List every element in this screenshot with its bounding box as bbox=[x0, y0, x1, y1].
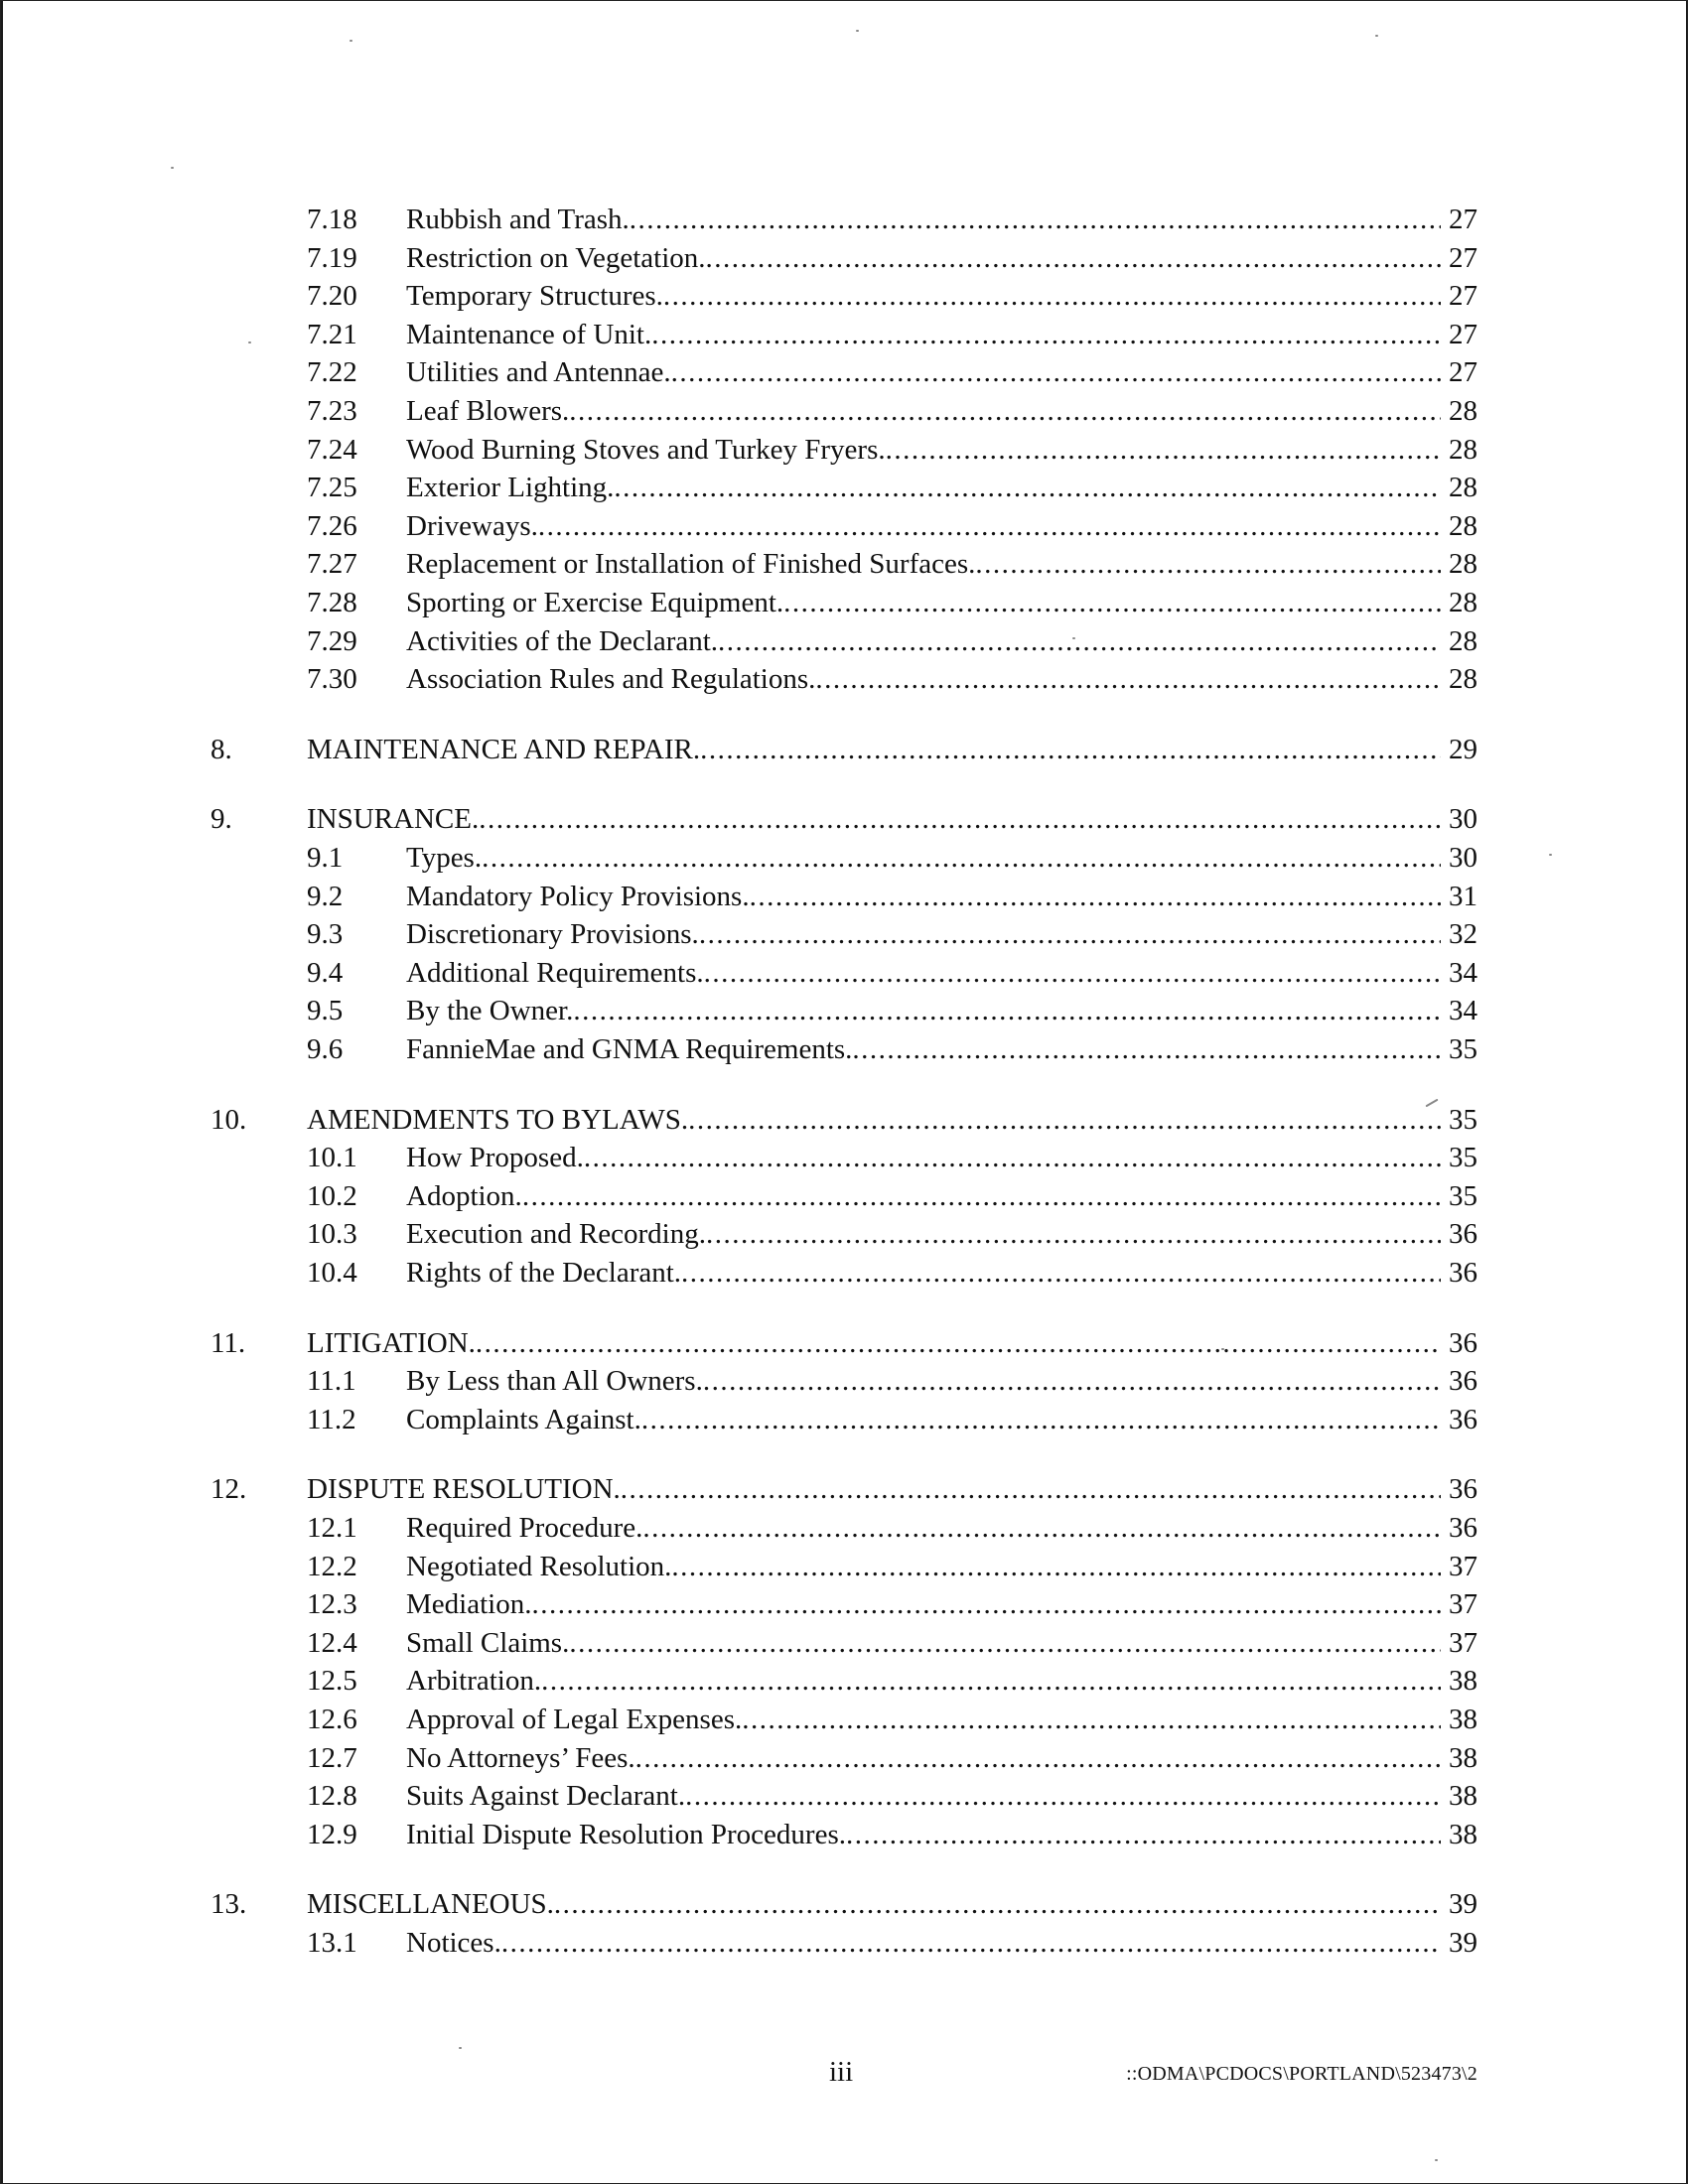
toc-entry-page-number: 37 bbox=[1449, 1627, 1477, 1659]
toc-subsection-entry bbox=[0, 992, 1688, 1029]
toc-entry-title: Arbitration. bbox=[406, 1665, 542, 1697]
dot-leader bbox=[704, 954, 1441, 992]
dot-leader bbox=[569, 392, 1441, 430]
toc-entry-title: By Less than All Owners. bbox=[406, 1365, 703, 1397]
toc-entry-number: 7.20 bbox=[307, 280, 357, 312]
toc-entry-title: No Attorneys’ Fees. bbox=[406, 1742, 635, 1774]
toc-entry-number: 9.3 bbox=[307, 918, 344, 950]
toc-entry-title-with-leader bbox=[406, 431, 1441, 469]
toc-entry-title-with-leader bbox=[406, 1139, 1441, 1176]
toc-entry-title: Suits Against Declarant. bbox=[406, 1780, 686, 1812]
dot-leader bbox=[783, 584, 1441, 621]
toc-entry-title-with-leader bbox=[406, 954, 1441, 992]
toc-section-entry bbox=[0, 800, 1688, 838]
dot-leader bbox=[573, 992, 1441, 1029]
toc-entry-number: 7.18 bbox=[307, 204, 357, 235]
toc-entry-title: Sporting or Exercise Equipment. bbox=[406, 587, 784, 618]
toc-entry-title-with-leader bbox=[406, 507, 1441, 545]
toc-subsection-entry bbox=[0, 1509, 1688, 1547]
toc-entry-number: 12.4 bbox=[307, 1627, 357, 1659]
dot-leader bbox=[742, 1701, 1441, 1738]
dot-leader bbox=[584, 1139, 1441, 1176]
toc-subsection-entry bbox=[0, 469, 1688, 506]
toc-entry-number: 12.5 bbox=[307, 1665, 357, 1697]
dot-leader bbox=[750, 878, 1441, 915]
dot-leader bbox=[852, 1030, 1441, 1068]
toc-entry-title: INSURANCE. bbox=[307, 803, 480, 835]
toc-entry-page-number: 27 bbox=[1449, 242, 1477, 274]
toc-subsection-entry bbox=[0, 392, 1688, 430]
toc-entry-page-number: 35 bbox=[1449, 1180, 1477, 1212]
toc-entry-page-number: 30 bbox=[1449, 803, 1477, 835]
toc-entry-page-number: 36 bbox=[1449, 1404, 1477, 1435]
toc-subsection-entry bbox=[0, 239, 1688, 277]
toc-entry-number: 12.6 bbox=[307, 1704, 357, 1735]
toc-subsection-entry bbox=[0, 839, 1688, 877]
dot-leader bbox=[569, 1624, 1441, 1662]
toc-entry-title-with-leader bbox=[406, 316, 1441, 353]
toc-entry-title: Exterior Lighting. bbox=[406, 472, 615, 503]
toc-subsection-entry bbox=[0, 660, 1688, 698]
toc-entry-title: Temporary Structures. bbox=[406, 280, 663, 312]
toc-entry-title-with-leader bbox=[406, 1662, 1441, 1700]
toc-entry-title-with-leader bbox=[406, 1030, 1441, 1068]
toc-subsection-entry bbox=[0, 622, 1688, 660]
toc-entry-page-number: 36 bbox=[1449, 1473, 1477, 1505]
toc-entry-page-number: 27 bbox=[1449, 356, 1477, 388]
dot-leader bbox=[706, 239, 1442, 277]
dot-leader bbox=[671, 353, 1441, 391]
toc-entry-title-with-leader bbox=[406, 1624, 1441, 1662]
toc-subsection-entry bbox=[0, 353, 1688, 391]
dot-leader bbox=[700, 731, 1441, 768]
dot-leader bbox=[651, 316, 1441, 353]
toc-entry-page-number: 27 bbox=[1449, 204, 1477, 235]
toc-entry-title: Maintenance of Unit. bbox=[406, 319, 652, 350]
toc-entry-title-with-leader bbox=[406, 1215, 1441, 1253]
dot-leader bbox=[718, 622, 1441, 660]
toc-entry-number: 13.1 bbox=[307, 1927, 357, 1959]
toc-entry-title: Notices. bbox=[406, 1927, 501, 1959]
toc-entry-number: 10. bbox=[211, 1104, 247, 1136]
toc-entry-title-with-leader bbox=[406, 1701, 1441, 1738]
toc-entry-number: 13. bbox=[211, 1888, 247, 1920]
dot-leader bbox=[681, 1254, 1441, 1292]
toc-entry-number: 12.3 bbox=[307, 1588, 357, 1620]
toc-entry-page-number: 32 bbox=[1449, 918, 1477, 950]
toc-entry-title-with-leader bbox=[307, 1324, 1441, 1362]
toc-entry-title-with-leader bbox=[307, 1885, 1441, 1923]
toc-entry-title: Adoption. bbox=[406, 1180, 522, 1212]
toc-entry-page-number: 28 bbox=[1449, 548, 1477, 580]
dot-leader bbox=[699, 915, 1441, 953]
toc-subsection-entry bbox=[0, 1624, 1688, 1662]
toc-entry-page-number: 28 bbox=[1449, 663, 1477, 695]
document-path: ::ODMA\PCDOCS\PORTLAND\523473\2 bbox=[1126, 2063, 1477, 2085]
toc-entry-title: MISCELLANEOUS. bbox=[307, 1888, 554, 1920]
toc-entry-number: 7.26 bbox=[307, 510, 357, 542]
toc-entry-number: 7.21 bbox=[307, 319, 357, 350]
dot-leader bbox=[663, 277, 1441, 315]
toc-entry-title: Rights of the Declarant. bbox=[406, 1257, 682, 1289]
toc-entry-title-with-leader bbox=[406, 1548, 1441, 1585]
toc-entry-page-number: 38 bbox=[1449, 1704, 1477, 1735]
dot-leader bbox=[531, 1585, 1441, 1623]
toc-entry-title: Discretionary Provisions. bbox=[406, 918, 699, 950]
toc-entry-title: Replacement or Installation of Finished Surfaces. bbox=[406, 548, 976, 580]
toc-entry-number: 12. bbox=[211, 1473, 247, 1505]
toc-entry-title-with-leader bbox=[406, 201, 1441, 238]
toc-entry-page-number: 38 bbox=[1449, 1665, 1477, 1697]
dot-leader bbox=[671, 1548, 1441, 1585]
toc-entry-title: Execution and Recording. bbox=[406, 1218, 706, 1250]
toc-entry-number: 10.4 bbox=[307, 1257, 357, 1289]
toc-subsection-entry bbox=[0, 1701, 1688, 1738]
toc-entry-title-with-leader bbox=[406, 239, 1441, 277]
toc-section-entry bbox=[0, 1101, 1688, 1139]
page-number: iii bbox=[829, 2056, 854, 2088]
toc-entry-title-with-leader bbox=[406, 1777, 1441, 1815]
dot-leader bbox=[703, 1362, 1441, 1400]
toc-entry-number: 9.2 bbox=[307, 881, 344, 912]
toc-subsection-entry bbox=[0, 1254, 1688, 1292]
toc-entry-page-number: 38 bbox=[1449, 1780, 1477, 1812]
toc-entry-title-with-leader bbox=[307, 1101, 1441, 1139]
toc-entry-title: DISPUTE RESOLUTION. bbox=[307, 1473, 621, 1505]
dot-leader bbox=[975, 545, 1441, 583]
toc-subsection-entry bbox=[0, 878, 1688, 915]
toc-entry-number: 12.8 bbox=[307, 1780, 357, 1812]
toc-entry-page-number: 34 bbox=[1449, 957, 1477, 989]
toc-entry-number: 9.1 bbox=[307, 842, 344, 874]
toc-subsection-entry bbox=[0, 1362, 1688, 1400]
toc-entry-number: 11. bbox=[211, 1327, 246, 1359]
dot-leader bbox=[641, 1401, 1441, 1438]
dot-leader bbox=[482, 839, 1441, 877]
toc-entry-page-number: 28 bbox=[1449, 434, 1477, 466]
toc-entry-title: Association Rules and Regulations. bbox=[406, 663, 816, 695]
toc-entry-title-with-leader bbox=[406, 545, 1441, 583]
toc-subsection-entry bbox=[0, 507, 1688, 545]
toc-entry-title: Initial Dispute Resolution Procedures. bbox=[406, 1819, 846, 1850]
toc-entry-number: 7.30 bbox=[307, 663, 357, 695]
toc-entry-number: 9.4 bbox=[307, 957, 344, 989]
toc-entry-number: 12.1 bbox=[307, 1512, 357, 1544]
toc-subsection-entry bbox=[0, 954, 1688, 992]
toc-entry-page-number: 35 bbox=[1449, 1033, 1477, 1065]
dot-leader bbox=[642, 1509, 1441, 1547]
toc-subsection-entry bbox=[0, 1777, 1688, 1815]
toc-entry-title-with-leader bbox=[406, 992, 1441, 1029]
toc-entry-number: 7.22 bbox=[307, 356, 357, 388]
toc-entry-number: 8. bbox=[211, 734, 232, 765]
toc-entry-page-number: 38 bbox=[1449, 1742, 1477, 1774]
dot-leader bbox=[630, 201, 1441, 238]
toc-entry-title: Leaf Blowers. bbox=[406, 395, 570, 427]
toc-subsection-entry bbox=[0, 316, 1688, 353]
toc-entry-title: Approval of Legal Expenses. bbox=[406, 1704, 743, 1735]
toc-entry-title: Utilities and Antennae. bbox=[406, 356, 671, 388]
dot-leader bbox=[554, 1885, 1441, 1923]
toc-subsection-entry bbox=[0, 915, 1688, 953]
toc-entry-page-number: 34 bbox=[1449, 995, 1477, 1026]
toc-section-entry bbox=[0, 731, 1688, 768]
toc-entry-page-number: 37 bbox=[1449, 1588, 1477, 1620]
toc-entry-title: LITIGATION. bbox=[307, 1327, 476, 1359]
toc-entry-title: Required Procedure. bbox=[406, 1512, 643, 1544]
toc-entry-page-number: 36 bbox=[1449, 1512, 1477, 1544]
toc-entry-title: How Proposed. bbox=[406, 1142, 584, 1173]
dot-leader bbox=[541, 1662, 1441, 1700]
toc-entry-title: Activities of the Declarant. bbox=[406, 625, 719, 657]
dot-leader bbox=[538, 507, 1441, 545]
toc-subsection-entry bbox=[0, 277, 1688, 315]
toc-entry-number: 7.19 bbox=[307, 242, 357, 274]
dot-leader bbox=[886, 431, 1441, 469]
toc-entry-title-with-leader bbox=[406, 915, 1441, 953]
toc-entry-title-with-leader bbox=[406, 584, 1441, 621]
toc-entry-title-with-leader bbox=[406, 1401, 1441, 1438]
toc-entry-title: Mandatory Policy Provisions. bbox=[406, 881, 750, 912]
toc-entry-number: 11.1 bbox=[307, 1365, 356, 1397]
toc-entry-title-with-leader bbox=[307, 1470, 1441, 1508]
toc-entry-title-with-leader bbox=[406, 1254, 1441, 1292]
toc-entry-title: Driveways. bbox=[406, 510, 538, 542]
toc-entry-title: Types. bbox=[406, 842, 483, 874]
toc-subsection-entry bbox=[0, 1139, 1688, 1176]
dot-leader bbox=[522, 1177, 1441, 1215]
toc-entry-number: 7.29 bbox=[307, 625, 357, 657]
toc-entry-title-with-leader bbox=[307, 731, 1441, 768]
toc-entry-page-number: 36 bbox=[1449, 1365, 1477, 1397]
dot-leader bbox=[501, 1924, 1441, 1962]
dot-leader bbox=[815, 660, 1441, 698]
toc-entry-title-with-leader bbox=[406, 660, 1441, 698]
toc-subsection-entry bbox=[0, 1585, 1688, 1623]
toc-entry-title: Mediation. bbox=[406, 1588, 532, 1620]
toc-entry-number: 12.7 bbox=[307, 1742, 357, 1774]
toc-entry-title: Wood Burning Stoves and Turkey Fryers. bbox=[406, 434, 886, 466]
toc-entry-title-with-leader bbox=[406, 1816, 1441, 1853]
toc-entry-title: MAINTENANCE AND REPAIR. bbox=[307, 734, 701, 765]
toc-entry-title-with-leader bbox=[406, 1739, 1441, 1777]
toc-entry-title-with-leader bbox=[406, 1924, 1441, 1962]
toc-entry-title-with-leader bbox=[406, 839, 1441, 877]
toc-subsection-entry bbox=[0, 1548, 1688, 1585]
toc-subsection-entry bbox=[0, 1215, 1688, 1253]
toc-entry-number: 9.6 bbox=[307, 1033, 344, 1065]
toc-entry-title: FannieMae and GNMA Requirements. bbox=[406, 1033, 853, 1065]
toc-entry-number: 7.25 bbox=[307, 472, 357, 503]
toc-entry-title-with-leader bbox=[406, 353, 1441, 391]
toc-entry-title: Complaints Against. bbox=[406, 1404, 641, 1435]
toc-entry-number: 7.28 bbox=[307, 587, 357, 618]
dot-leader bbox=[685, 1777, 1441, 1815]
toc-entry-title: Rubbish and Trash. bbox=[406, 204, 630, 235]
toc-entry-number: 12.2 bbox=[307, 1551, 357, 1582]
toc-entry-title-with-leader bbox=[406, 1362, 1441, 1400]
toc-subsection-entry bbox=[0, 1401, 1688, 1438]
toc-entry-page-number: 27 bbox=[1449, 280, 1477, 312]
toc-section-entry bbox=[0, 1470, 1688, 1508]
toc-subsection-entry bbox=[0, 201, 1688, 238]
toc-entry-title: AMENDMENTS TO BYLAWS. bbox=[307, 1104, 689, 1136]
toc-entry-number: 10.2 bbox=[307, 1180, 357, 1212]
toc-subsection-entry bbox=[0, 1739, 1688, 1777]
toc-entry-page-number: 35 bbox=[1449, 1104, 1477, 1136]
toc-entry-number: 9. bbox=[211, 803, 232, 835]
dot-leader bbox=[846, 1816, 1441, 1853]
toc-entry-page-number: 39 bbox=[1449, 1927, 1477, 1959]
toc-entry-number: 9.5 bbox=[307, 995, 344, 1026]
toc-entry-title-with-leader bbox=[406, 622, 1441, 660]
toc-entry-page-number: 28 bbox=[1449, 510, 1477, 542]
toc-entry-number: 10.1 bbox=[307, 1142, 357, 1173]
toc-entry-page-number: 36 bbox=[1449, 1218, 1477, 1250]
toc-entry-page-number: 28 bbox=[1449, 587, 1477, 618]
dot-leader bbox=[614, 469, 1441, 506]
toc-entry-number: 7.27 bbox=[307, 548, 357, 580]
toc-entry-title-with-leader bbox=[406, 392, 1441, 430]
toc-entry-page-number: 31 bbox=[1449, 881, 1477, 912]
toc-entry-page-number: 39 bbox=[1449, 1888, 1477, 1920]
toc-subsection-entry bbox=[0, 584, 1688, 621]
toc-entry-number: 12.9 bbox=[307, 1819, 357, 1850]
dot-leader bbox=[635, 1739, 1441, 1777]
toc-entry-title: Small Claims. bbox=[406, 1627, 570, 1659]
toc-entry-title-with-leader bbox=[406, 1585, 1441, 1623]
toc-entry-title: Negotiated Resolution. bbox=[406, 1551, 672, 1582]
toc-entry-title-with-leader bbox=[406, 878, 1441, 915]
toc-entry-title: Restriction on Vegetation. bbox=[406, 242, 706, 274]
toc-entry-title: By the Owner. bbox=[406, 995, 574, 1026]
dot-leader bbox=[688, 1101, 1441, 1139]
toc-entry-title-with-leader bbox=[406, 469, 1441, 506]
toc-entry-page-number: 27 bbox=[1449, 319, 1477, 350]
toc-entry-title-with-leader bbox=[406, 1177, 1441, 1215]
toc-entry-page-number: 30 bbox=[1449, 842, 1477, 874]
toc-subsection-entry bbox=[0, 1924, 1688, 1962]
toc-entry-page-number: 28 bbox=[1449, 395, 1477, 427]
toc-subsection-entry bbox=[0, 1030, 1688, 1068]
toc-entry-number: 7.24 bbox=[307, 434, 357, 466]
toc-subsection-entry bbox=[0, 1662, 1688, 1700]
dot-leader bbox=[476, 1324, 1441, 1362]
toc-entry-title: Additional Requirements. bbox=[406, 957, 704, 989]
toc-subsection-entry bbox=[0, 545, 1688, 583]
toc-entry-title-with-leader bbox=[406, 1509, 1441, 1547]
toc-entry-page-number: 35 bbox=[1449, 1142, 1477, 1173]
toc-section-entry bbox=[0, 1885, 1688, 1923]
toc-entry-title-with-leader bbox=[307, 800, 1441, 838]
toc-entry-title-with-leader bbox=[406, 277, 1441, 315]
toc-entry-page-number: 36 bbox=[1449, 1257, 1477, 1289]
toc-entry-page-number: 38 bbox=[1449, 1819, 1477, 1850]
dot-leader bbox=[706, 1215, 1441, 1253]
toc-entry-page-number: 28 bbox=[1449, 472, 1477, 503]
toc-entry-number: 7.23 bbox=[307, 395, 357, 427]
toc-entry-number: 11.2 bbox=[307, 1404, 356, 1435]
toc-entry-page-number: 29 bbox=[1449, 734, 1477, 765]
toc-entry-page-number: 37 bbox=[1449, 1551, 1477, 1582]
dot-leader bbox=[621, 1470, 1441, 1508]
toc-entry-page-number: 36 bbox=[1449, 1327, 1477, 1359]
toc-entry-page-number: 28 bbox=[1449, 625, 1477, 657]
toc-section-entry bbox=[0, 1324, 1688, 1362]
toc-subsection-entry bbox=[0, 1177, 1688, 1215]
toc-subsection-entry bbox=[0, 1816, 1688, 1853]
dot-leader bbox=[479, 800, 1441, 838]
toc-entry-number: 10.3 bbox=[307, 1218, 357, 1250]
toc-subsection-entry bbox=[0, 431, 1688, 469]
